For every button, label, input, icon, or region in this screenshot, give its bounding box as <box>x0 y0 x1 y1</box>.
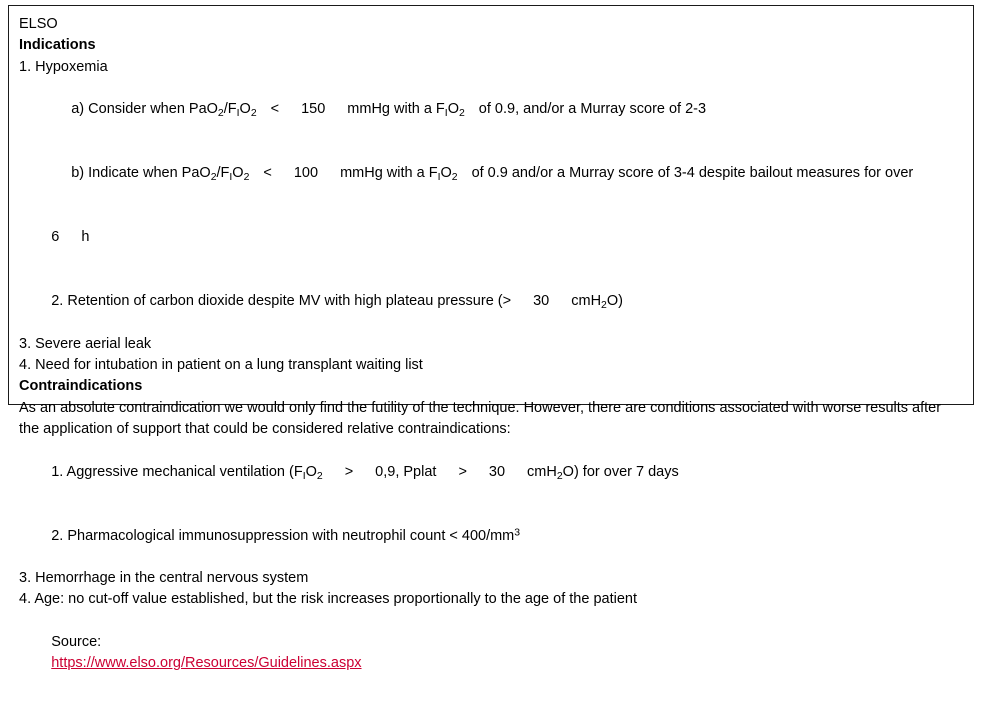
indications-heading: Indications <box>19 37 96 54</box>
item-1b-sub1: 2 <box>210 172 217 184</box>
item-2-unit-pre: cmH <box>571 293 602 310</box>
indications-item-1b <box>19 142 963 206</box>
item-1a-unit-sub1: I <box>444 108 448 120</box>
item-1b-unit-o: O <box>440 165 452 182</box>
item-1b-wrap-unit: h <box>81 229 90 246</box>
item-1b-slash: /F <box>216 165 230 182</box>
ci-2-sup: 3 <box>514 526 521 538</box>
ci-1-unit-sub: 2 <box>556 470 563 482</box>
item-1a-slash: /F <box>223 101 237 118</box>
contraindications-item-2 <box>19 504 963 568</box>
source-line <box>19 611 963 696</box>
item-2-unit-post: O) <box>606 293 623 310</box>
item-1a-tail: of 0.9, and/or a Murray score of 2-3 <box>478 101 707 118</box>
item-2-text: 2. Retention of carbon dioxide despite MV with high plateau pressure (> <box>51 293 512 310</box>
contraindications-item-4: 4. Age: no cut-off value established, but the risk increases proportionally to the age of the patient <box>19 591 637 608</box>
item-1b-tail: of 0.9 and/or a Murray score of 3-4 despite bailout measures for over <box>471 165 914 182</box>
item-2-value: 30 <box>533 293 550 310</box>
item-1a-o: O <box>239 101 251 118</box>
item-1b-unit: mmHg with a F <box>340 165 438 182</box>
item-1b-unit-sub1: I <box>437 172 441 184</box>
table-content <box>9 6 973 702</box>
item-1b-value: 100 <box>293 165 319 182</box>
contraindications-item-1 <box>19 440 963 504</box>
item-1b-sub2: I <box>229 172 233 184</box>
item-1b-unit-sub2: 2 <box>451 172 458 184</box>
item-1b-o: O <box>232 165 244 182</box>
item-1a-sub2: I <box>236 108 240 120</box>
indications-item-1: 1. Hypoxemia <box>19 58 108 75</box>
item-2-unit-sub: 2 <box>601 299 607 311</box>
item-1a-value: 150 <box>301 101 326 118</box>
ci-1-sub1: I <box>302 470 306 482</box>
org-name: ELSO <box>19 16 58 32</box>
ci-1-gt2: > <box>458 463 467 480</box>
contraindications-item-3: 3. Hemorrhage in the central nervous system <box>19 570 309 587</box>
item-1a-lt: < <box>270 101 280 118</box>
ci-1-prefix: 1. Aggressive mechanical ventilation (F <box>51 463 303 480</box>
item-1b-lt: < <box>263 165 272 182</box>
item-1b-wrap-value: 6 <box>51 229 60 246</box>
source-link[interactable]: https://www.elso.org/Resources/Guidelines.aspx <box>51 655 362 672</box>
contraindications-intro: As an absolute contraindication we would only find the futility of the technique. However, there are conditions associated with worse results after the application of support that could be considered relative contraindications: <box>19 399 942 437</box>
item-1a-prefix: a) Consider when PaO <box>71 101 218 118</box>
ci-1-o: O <box>305 463 317 480</box>
source-label: Source: <box>51 634 102 651</box>
item-1a-unit-o: O <box>447 101 459 118</box>
indications-item-1a <box>19 78 963 142</box>
ci-1-val2: 30 <box>488 463 506 480</box>
ci-1-gt1: > <box>344 463 354 480</box>
indications-item-1b-wrap <box>19 206 963 270</box>
item-1b-prefix: b) Indicate when PaO <box>71 165 211 182</box>
ci-1-unit-pre: cmH <box>527 463 557 480</box>
item-1a-sub1: 2 <box>217 108 224 120</box>
item-1a-unit: mmHg with a F <box>347 101 445 118</box>
indications-item-2 <box>19 270 963 334</box>
ci-1-unit-post: O) for over 7 days <box>562 463 679 480</box>
item-1a-sub3: 2 <box>250 108 257 120</box>
contraindications-heading: Contraindications <box>19 378 143 395</box>
item-1b-sub3: 2 <box>243 172 250 184</box>
indications-item-4: 4. Need for intubation in patient on a lung transplant waiting list <box>19 357 423 373</box>
item-1a-unit-sub2: 2 <box>458 108 465 120</box>
guideline-table <box>8 5 974 672</box>
ci-1-sub2: 2 <box>316 470 323 482</box>
ci-1-val1: 0,9, Pplat <box>375 463 437 480</box>
indications-item-3: 3. Severe aerial leak <box>19 335 152 352</box>
ci-2-text: 2. Pharmacological immunosuppression with neutrophil count < 400/mm <box>51 527 515 544</box>
